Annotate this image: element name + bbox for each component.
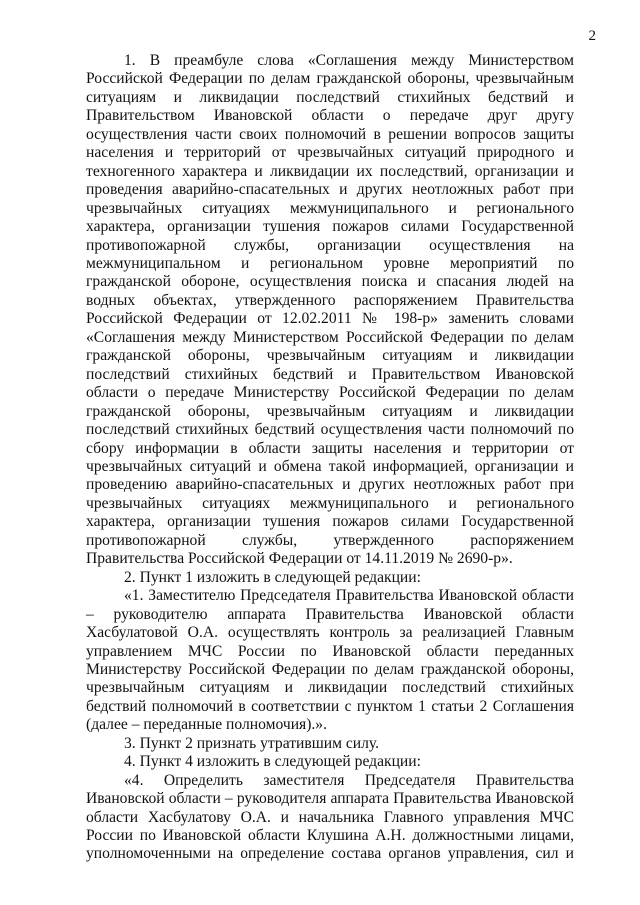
paragraph-item-2-text: «1. Заместителю Председателя Правительства Ивановской области – руководителю аппарата Правительства Ивановской области Хасбулатовой О.А. осуществлять контроль за реализацией Главным управлением МЧС России по Ивановской области переданных Министерству Российской Федерации по делам гражданской обороны, чрезвычайным ситуациям и ликвидации последствий стихийных бедствий полномочий в соответствии с пунктом 1 статьи 2 Соглашения (далее – переданные полномочия).». <box>86 587 574 734</box>
page-number: 2 <box>588 28 596 44</box>
paragraph-item-3: 3. Пункт 2 признать утратившим силу. <box>124 734 380 752</box>
paragraph-item-2-heading: 2. Пункт 1 изложить в следующей редакции: <box>124 568 421 586</box>
paragraph-item-1-preamble: 1. В преамбуле слова «Соглашения между Министерством Российской Федерации по делам гражданской обороны, чрезвычайным ситуациям и ликвидации последствий стихийных бедствий и Правительством Ивановской области о передаче друг другу осуществления части своих полномочий в решении вопросов защиты населения и территорий от чрезвычайных ситуаций природного и техногенного характера и ликвидации их последствий, организации и проведения аварийно-спасательных и других неотложных работ при чрезвычайных ситуациях межмуниципального и регионального характера, организации тушения пожаров силами Государственной противопожарной службы, организации осуществления на межмуниципальном и региональном уровне мероприятий по гражданской обороне, осуществления поиска и спасания людей на водных объектах, утвержденного распоряжением Правительства Российской Федерации от 12.02.2011 № 198-р» заменить словами «Соглашения между Министерством Российской Федерации по делам гражданской обороны, чрезвычайным ситуациям и ликвидации последствий стихийных бедствий и Правительством Ивановской области о передаче Министерству Российской Федерации по делам гражданской обороны, чрезвычайным ситуациям и ликвидации последствий стихийных бедствий осуществления части полномочий по сбору информации в области защиты населения и территории от чрезвычайных ситуаций и обмена такой информацией, организации и проведению аварийно-спасательных и других неотложных работ при чрезвычайных ситуациях межмуниципального и регионального характера, организации тушения пожаров силами Государственной противопожарной службы, утвержденного распоряжением Правительства Российской Федерации от 14.11.2019 № 2690-р». <box>86 52 574 568</box>
paragraph-item-4-heading: 4. Пункт 4 изложить в следующей редакции: <box>124 753 421 771</box>
document-body <box>86 52 574 864</box>
paragraph-item-4-text: «4. Определить заместителя Председателя Правительства Ивановской области – руководителя аппарата Правительства Ивановской области Хасбулатову О.А. и начальника Главного управления МЧС России по Ивановской области Клушина А.Н. должностными лицами, уполномоченными на определение состава органов управления, сил и <box>86 771 574 863</box>
